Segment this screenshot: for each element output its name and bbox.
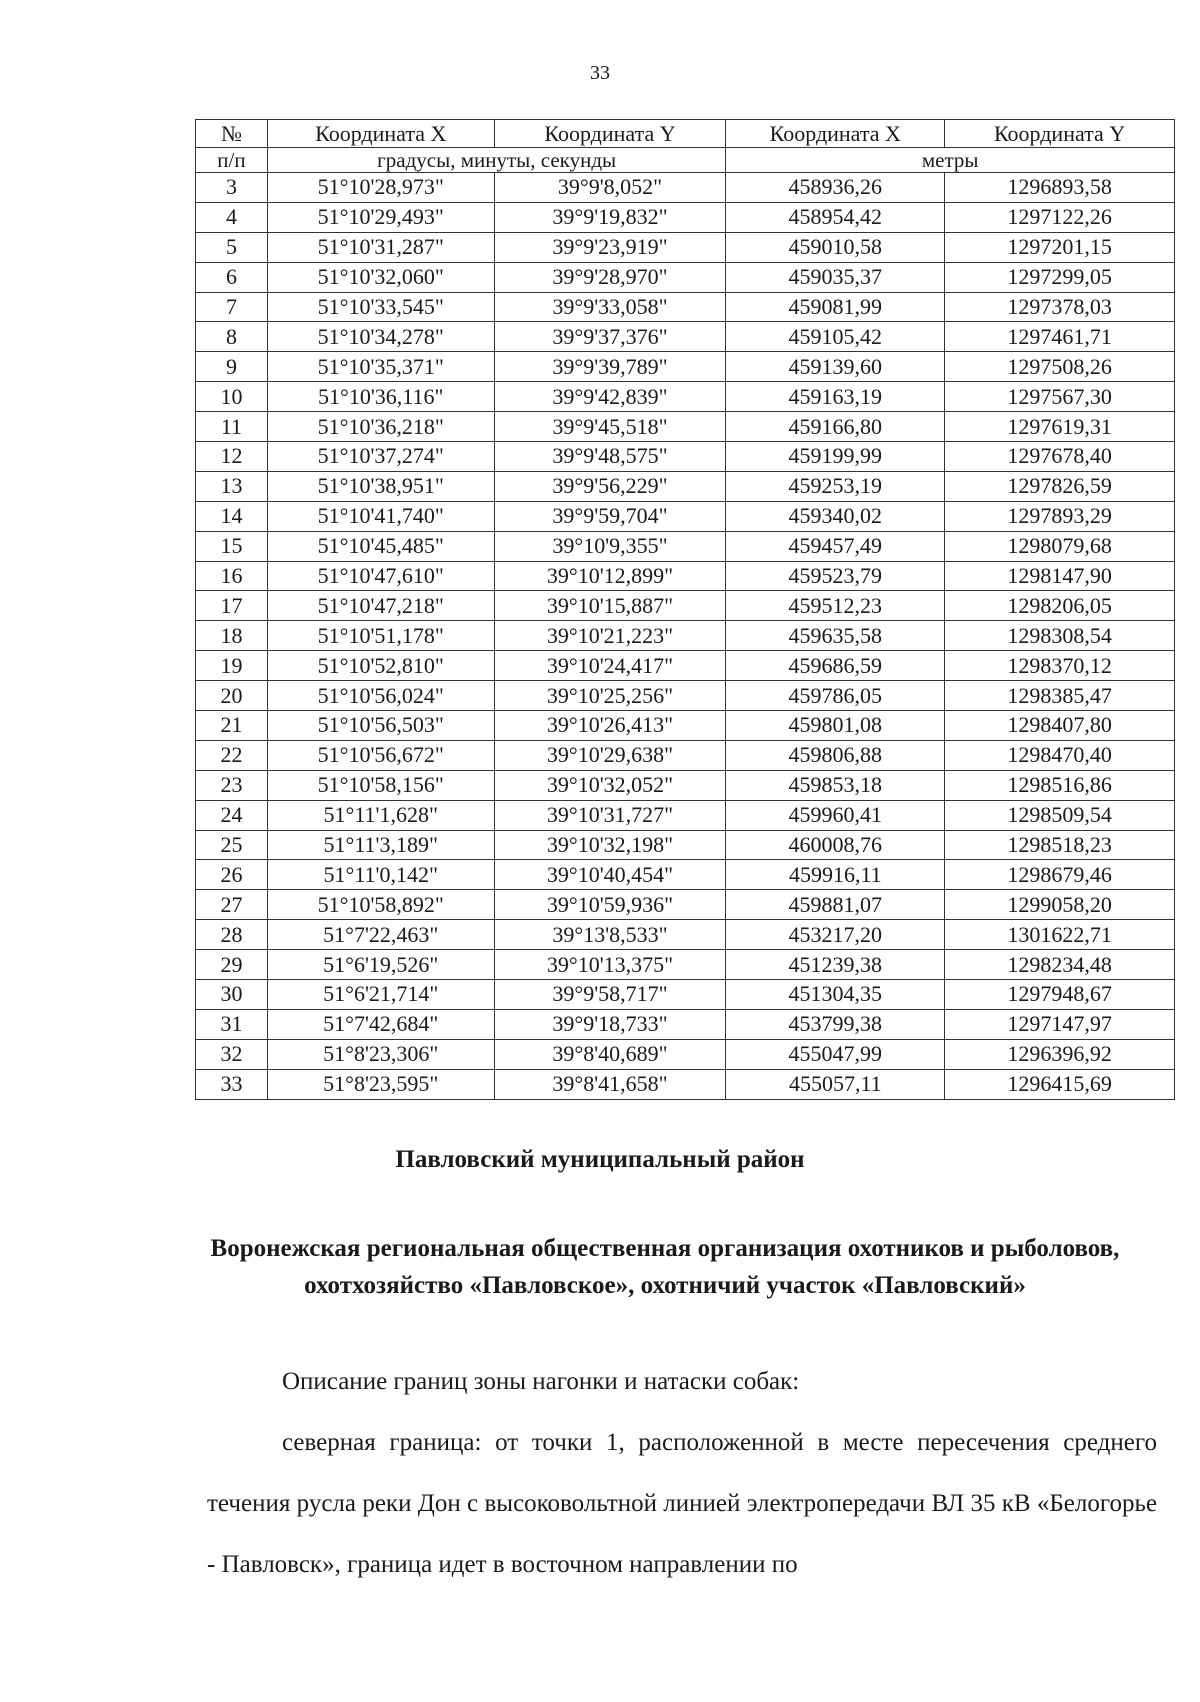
cell-number: 14: [196, 501, 268, 531]
header-meters-x: Координата X: [726, 120, 945, 148]
cell-meters-x: 459457,49: [726, 531, 945, 561]
cell-degrees-y: 39°10'12,899": [494, 561, 726, 591]
cell-meters-y: 1297201,15: [945, 232, 1175, 262]
cell-meters-x: 459199,99: [726, 442, 945, 472]
cell-number: 19: [196, 651, 268, 681]
cell-meters-x: 458936,26: [726, 173, 945, 203]
cell-degrees-y: 39°9'33,058": [494, 292, 726, 322]
cell-meters-y: 1297299,05: [945, 262, 1175, 292]
cell-degrees-x: 51°10'47,610": [267, 561, 494, 591]
cell-number: 16: [196, 561, 268, 591]
cell-meters-x: 459010,58: [726, 232, 945, 262]
cell-meters-y: 1297378,03: [945, 292, 1175, 322]
table-units-row: [196, 148, 1175, 173]
cell-degrees-x: 51°10'32,060": [267, 262, 494, 292]
cell-degrees-x: 51°10'56,503": [267, 711, 494, 741]
cell-meters-x: 459340,02: [726, 501, 945, 531]
cell-degrees-x: 51°10'58,892": [267, 890, 494, 920]
cell-meters-x: 460008,76: [726, 830, 945, 860]
cell-meters-x: 459166,80: [726, 412, 945, 442]
cell-degrees-y: 39°8'41,658": [494, 1069, 726, 1099]
cell-degrees-y: 39°9'58,717": [494, 980, 726, 1010]
table-row: [196, 262, 1175, 292]
cell-number: 6: [196, 262, 268, 292]
table-row: [196, 531, 1175, 561]
table-row: [196, 980, 1175, 1010]
cell-meters-x: 459081,99: [726, 292, 945, 322]
cell-number: 10: [196, 382, 268, 412]
cell-degrees-y: 39°13'8,533": [494, 920, 726, 950]
cell-number: 28: [196, 920, 268, 950]
cell-meters-x: 455057,11: [726, 1069, 945, 1099]
cell-degrees-x: 51°6'21,714": [267, 980, 494, 1010]
cell-degrees-x: 51°10'37,274": [267, 442, 494, 472]
cell-number: 25: [196, 830, 268, 860]
cell-meters-y: 1298370,12: [945, 651, 1175, 681]
cell-degrees-y: 39°9'42,839": [494, 382, 726, 412]
cell-meters-y: 1298206,05: [945, 591, 1175, 621]
table-row: [196, 800, 1175, 830]
table-row: [196, 232, 1175, 262]
cell-degrees-y: 39°10'9,355": [494, 531, 726, 561]
cell-number: 24: [196, 800, 268, 830]
table-row: [196, 471, 1175, 501]
table-row: [196, 621, 1175, 651]
header-degrees-y: Координата Y: [494, 120, 726, 148]
cell-degrees-x: 51°10'31,287": [267, 232, 494, 262]
table-row: [196, 442, 1175, 472]
cell-degrees-x: 51°7'22,463": [267, 920, 494, 950]
cell-meters-x: 459686,59: [726, 651, 945, 681]
cell-degrees-x: 51°10'36,116": [267, 382, 494, 412]
cell-number: 32: [196, 1039, 268, 1069]
table-row: [196, 412, 1175, 442]
table-row: [196, 1039, 1175, 1069]
cell-number: 12: [196, 442, 268, 472]
cell-meters-x: 459512,23: [726, 591, 945, 621]
cell-degrees-x: 51°11'0,142": [267, 860, 494, 890]
district-heading: Павловский муниципальный район: [395, 1146, 805, 1173]
cell-number: 27: [196, 890, 268, 920]
cell-degrees-y: 39°10'40,454": [494, 860, 726, 890]
table-row: [196, 860, 1175, 890]
header-degrees-x: Координата X: [267, 120, 494, 148]
cell-meters-x: 453799,38: [726, 1009, 945, 1039]
table-row: [196, 382, 1175, 412]
cell-meters-x: 459960,41: [726, 800, 945, 830]
table-row: [196, 202, 1175, 232]
table-row: [196, 711, 1175, 741]
table-row: [196, 591, 1175, 621]
cell-degrees-y: 39°9'45,518": [494, 412, 726, 442]
cell-number: 26: [196, 860, 268, 890]
organization-heading: Воронежская региональная общественная организация охотников и рыболовов, охотхозяйство «Павловское», охотничий участок «Павловский»: [210, 1235, 1120, 1299]
cell-number: 11: [196, 412, 268, 442]
cell-meters-y: 1298679,46: [945, 860, 1175, 890]
header-number-line1: №: [196, 120, 268, 148]
cell-degrees-x: 51°10'35,371": [267, 352, 494, 382]
cell-number: 21: [196, 711, 268, 741]
cell-degrees-x: 51°10'28,973": [267, 173, 494, 203]
cell-degrees-y: 39°9'59,704": [494, 501, 726, 531]
table-row: [196, 352, 1175, 382]
cell-meters-y: 1298079,68: [945, 531, 1175, 561]
cell-degrees-x: 51°10'33,545": [267, 292, 494, 322]
page-number: 33: [590, 62, 610, 84]
cell-number: 31: [196, 1009, 268, 1039]
header-number-line2: п/п: [196, 148, 268, 173]
cell-degrees-x: 51°10'52,810": [267, 651, 494, 681]
cell-meters-y: 1298518,23: [945, 830, 1175, 860]
cell-meters-y: 1297122,26: [945, 202, 1175, 232]
cell-number: 3: [196, 173, 268, 203]
cell-degrees-x: 51°7'42,684": [267, 1009, 494, 1039]
table-row: [196, 770, 1175, 800]
coordinates-table: [195, 119, 1175, 1100]
cell-meters-x: 459853,18: [726, 770, 945, 800]
cell-number: 13: [196, 471, 268, 501]
cell-number: 4: [196, 202, 268, 232]
table-row: [196, 292, 1175, 322]
cell-degrees-y: 39°10'29,638": [494, 740, 726, 770]
paragraph-zone-description-text: Описание границ зоны нагонки и натаски собак:: [282, 1368, 800, 1395]
cell-degrees-x: 51°10'58,156": [267, 770, 494, 800]
cell-number: 9: [196, 352, 268, 382]
table-row: [196, 920, 1175, 950]
table-row: [196, 322, 1175, 352]
cell-degrees-x: 51°11'1,628": [267, 800, 494, 830]
paragraph-zone-description: [207, 1351, 1157, 1412]
cell-meters-x: 459801,08: [726, 711, 945, 741]
cell-degrees-x: 51°10'36,218": [267, 412, 494, 442]
table-row: [196, 890, 1175, 920]
cell-degrees-x: 51°10'51,178": [267, 621, 494, 651]
cell-meters-y: 1298308,54: [945, 621, 1175, 651]
cell-degrees-y: 39°9'28,970": [494, 262, 726, 292]
cell-meters-y: 1299058,20: [945, 890, 1175, 920]
cell-meters-y: 1298509,54: [945, 800, 1175, 830]
cell-degrees-y: 39°10'25,256": [494, 681, 726, 711]
cell-degrees-y: 39°10'24,417": [494, 651, 726, 681]
cell-degrees-x: 51°10'45,485": [267, 531, 494, 561]
cell-degrees-y: 39°10'13,375": [494, 950, 726, 980]
cell-degrees-x: 51°10'56,024": [267, 681, 494, 711]
cell-degrees-x: 51°10'34,278": [267, 322, 494, 352]
cell-meters-y: 1298147,90: [945, 561, 1175, 591]
cell-meters-x: 459523,79: [726, 561, 945, 591]
cell-meters-x: 459253,19: [726, 471, 945, 501]
cell-degrees-x: 51°11'3,189": [267, 830, 494, 860]
cell-degrees-x: 51°10'38,951": [267, 471, 494, 501]
cell-number: 23: [196, 770, 268, 800]
table-row: [196, 1069, 1175, 1099]
table-row: [196, 681, 1175, 711]
table-row: [196, 651, 1175, 681]
cell-meters-y: 1297147,97: [945, 1009, 1175, 1039]
cell-number: 33: [196, 1069, 268, 1099]
cell-meters-x: 459035,37: [726, 262, 945, 292]
cell-degrees-y: 39°9'48,575": [494, 442, 726, 472]
cell-meters-x: 455047,99: [726, 1039, 945, 1069]
cell-meters-y: 1297567,30: [945, 382, 1175, 412]
cell-degrees-y: 39°9'56,229": [494, 471, 726, 501]
table-row: [196, 830, 1175, 860]
cell-meters-x: 458954,42: [726, 202, 945, 232]
cell-meters-y: 1298516,86: [945, 770, 1175, 800]
cell-meters-x: 459139,60: [726, 352, 945, 382]
cell-meters-y: 1297508,26: [945, 352, 1175, 382]
paragraph-north-border: [207, 1412, 1157, 1595]
unit-meters: метры: [726, 148, 1175, 173]
cell-degrees-y: 39°9'37,376": [494, 322, 726, 352]
cell-number: 18: [196, 621, 268, 651]
table-row: [196, 501, 1175, 531]
cell-meters-x: 459806,88: [726, 740, 945, 770]
cell-meters-y: 1298470,40: [945, 740, 1175, 770]
cell-degrees-y: 39°10'15,887": [494, 591, 726, 621]
cell-number: 5: [196, 232, 268, 262]
table-header-row: [196, 120, 1175, 148]
cell-degrees-y: 39°10'32,198": [494, 830, 726, 860]
cell-degrees-y: 39°9'19,832": [494, 202, 726, 232]
cell-number: 15: [196, 531, 268, 561]
cell-number: 7: [196, 292, 268, 322]
cell-meters-x: 459105,42: [726, 322, 945, 352]
table-row: [196, 740, 1175, 770]
cell-meters-y: 1297461,71: [945, 322, 1175, 352]
cell-degrees-y: 39°10'31,727": [494, 800, 726, 830]
cell-degrees-y: 39°10'59,936": [494, 890, 726, 920]
paragraph-north-border-text: северная граница: от точки 1, расположенной в месте пересечения среднего течения русла реки Дон с высоковольтной линией электропередачи ВЛ 35 кВ «Белогорье - Павловск», граница идет в восточном направлении по: [207, 1429, 1157, 1578]
cell-degrees-y: 39°8'40,689": [494, 1039, 726, 1069]
cell-number: 22: [196, 740, 268, 770]
cell-meters-y: 1297619,31: [945, 412, 1175, 442]
cell-degrees-y: 39°9'18,733": [494, 1009, 726, 1039]
cell-number: 29: [196, 950, 268, 980]
cell-degrees-y: 39°9'39,789": [494, 352, 726, 382]
cell-degrees-x: 51°8'23,306": [267, 1039, 494, 1069]
cell-number: 20: [196, 681, 268, 711]
cell-meters-x: 459163,19: [726, 382, 945, 412]
cell-number: 17: [196, 591, 268, 621]
cell-meters-y: 1297893,29: [945, 501, 1175, 531]
table-row: [196, 561, 1175, 591]
cell-number: 30: [196, 980, 268, 1010]
cell-meters-x: 459786,05: [726, 681, 945, 711]
cell-meters-x: 451304,35: [726, 980, 945, 1010]
cell-meters-y: 1301622,71: [945, 920, 1175, 950]
cell-meters-y: 1298407,80: [945, 711, 1175, 741]
cell-meters-y: 1297678,40: [945, 442, 1175, 472]
cell-meters-y: 1296396,92: [945, 1039, 1175, 1069]
table-row: [196, 1009, 1175, 1039]
cell-degrees-x: 51°10'41,740": [267, 501, 494, 531]
unit-degrees: градусы, минуты, секунды: [267, 148, 726, 173]
cell-degrees-x: 51°8'23,595": [267, 1069, 494, 1099]
cell-meters-y: 1298385,47: [945, 681, 1175, 711]
cell-degrees-x: 51°10'56,672": [267, 740, 494, 770]
cell-meters-x: 451239,38: [726, 950, 945, 980]
cell-degrees-y: 39°10'32,052": [494, 770, 726, 800]
cell-meters-y: 1297826,59: [945, 471, 1175, 501]
cell-meters-x: 453217,20: [726, 920, 945, 950]
cell-degrees-y: 39°9'23,919": [494, 232, 726, 262]
cell-degrees-x: 51°10'29,493": [267, 202, 494, 232]
table-body: [196, 173, 1175, 1100]
cell-meters-y: 1297948,67: [945, 980, 1175, 1010]
cell-degrees-y: 39°10'26,413": [494, 711, 726, 741]
cell-meters-y: 1298234,48: [945, 950, 1175, 980]
header-meters-y: Координата Y: [945, 120, 1175, 148]
cell-meters-x: 459881,07: [726, 890, 945, 920]
cell-meters-y: 1296415,69: [945, 1069, 1175, 1099]
table-row: [196, 173, 1175, 203]
cell-number: 8: [196, 322, 268, 352]
cell-meters-x: 459916,11: [726, 860, 945, 890]
cell-degrees-y: 39°9'8,052": [494, 173, 726, 203]
cell-degrees-x: 51°6'19,526": [267, 950, 494, 980]
cell-meters-y: 1296893,58: [945, 173, 1175, 203]
cell-meters-x: 459635,58: [726, 621, 945, 651]
cell-degrees-y: 39°10'21,223": [494, 621, 726, 651]
table-row: [196, 950, 1175, 980]
cell-degrees-x: 51°10'47,218": [267, 591, 494, 621]
